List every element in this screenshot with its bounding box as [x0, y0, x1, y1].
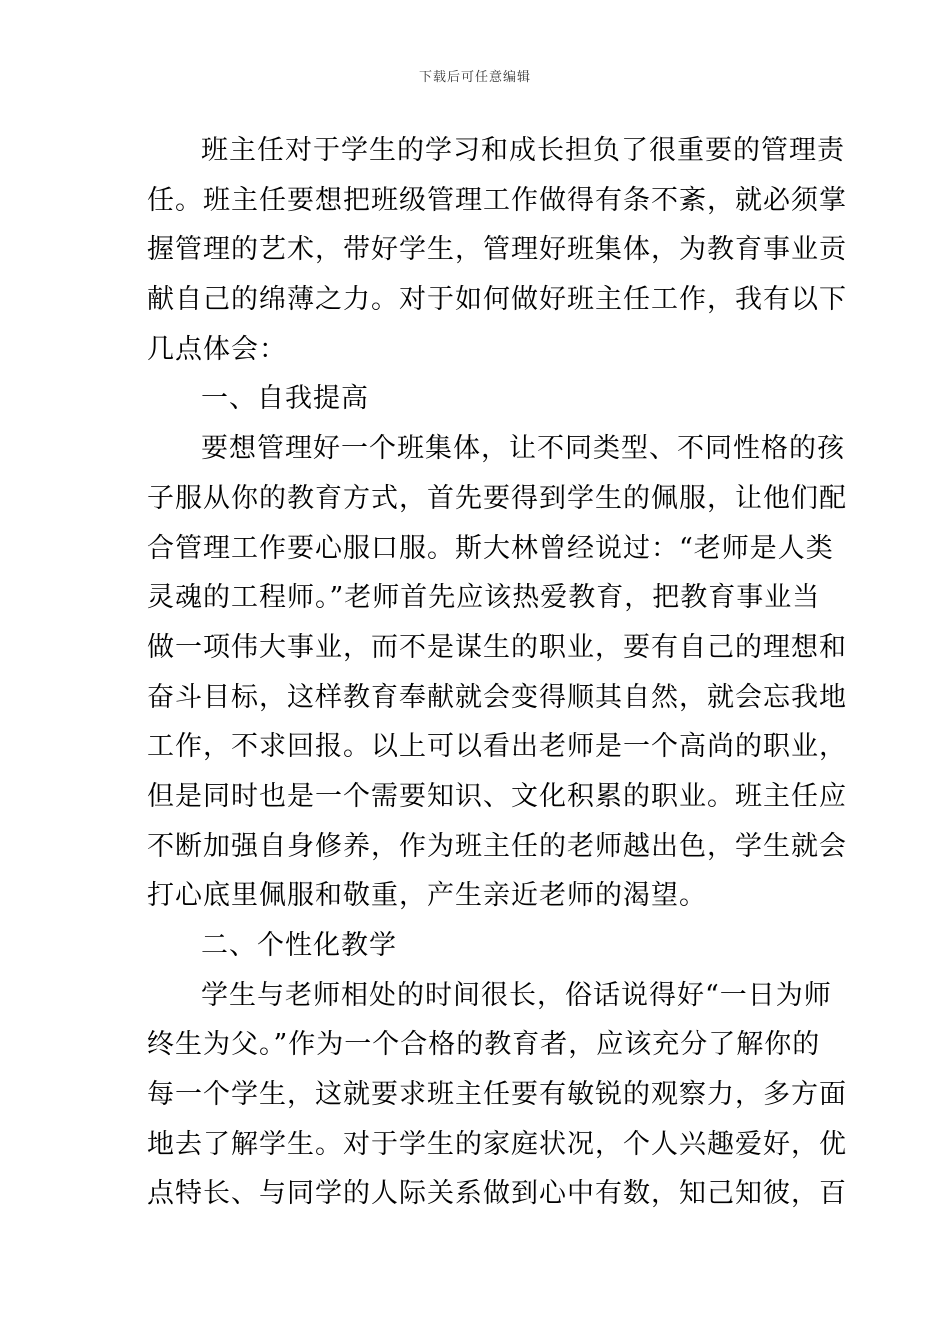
text-line: 工作，不求回报。以上可以看出老师是一个高尚的职业，	[147, 731, 847, 763]
text-line: 每一个学生，这就要求班主任要有敏锐的观察力，多方面	[147, 1079, 847, 1111]
body-text	[147, 126, 847, 1219]
text-line: 做一项伟大事业，而不是谋生的职业，要有自己的理想和	[147, 631, 847, 663]
text-line: 要想管理好一个班集体，让不同类型、不同性格的孩	[201, 433, 845, 465]
text-line: 终生为父。”作为一个合格的教育者，应该充分了解你的	[147, 1029, 821, 1061]
text-line: 献自己的绵薄之力。对于如何做好班主任工作，我有以下	[147, 284, 847, 316]
text-line: 不断加强自身修养，作为班主任的老师越出色，学生就会	[147, 830, 847, 862]
text-line: 合管理工作要心服口服。斯大林曾经说过：“老师是人类	[147, 532, 834, 564]
text-line: 奋斗目标，这样教育奉献就会变得顺其自然，就会忘我地	[147, 681, 847, 713]
text-line: 打心底里佩服和敬重，产生亲近老师的渴望。	[147, 880, 707, 912]
header-note: 下载后可任意编辑	[418, 70, 531, 85]
section-heading: 一、自我提高	[201, 383, 369, 415]
text-line: 几点体会：	[147, 333, 287, 365]
text-line: 任。班主任要想把班级管理工作做得有条不紊，就必须掌	[147, 184, 847, 216]
text-line: 但是同时也是一个需要知识、文化积累的职业。班主任应	[147, 780, 847, 812]
text-line: 灵魂的工程师。”老师首先应该热爱教育，把教育事业当	[147, 582, 821, 614]
text-line: 班主任对于学生的学习和成长担负了很重要的管理责	[201, 135, 845, 166]
text-line: 地去了解学生。对于学生的家庭状况，个人兴趣爱好，优	[147, 1128, 847, 1160]
text-line: 学生与老师相处的时间很长，俗话说得好“一日为师	[201, 979, 832, 1011]
text-line: 握管理的艺术，带好学生，管理好班集体，为教育事业贡	[147, 234, 847, 266]
section-heading: 二、个性化教学	[201, 930, 397, 961]
text-line: 子服从你的教育方式，首先要得到学生的佩服，让他们配	[147, 482, 847, 514]
text-line: 点特长、与同学的人际关系做到心中有数，知己知彼，百	[147, 1178, 847, 1210]
